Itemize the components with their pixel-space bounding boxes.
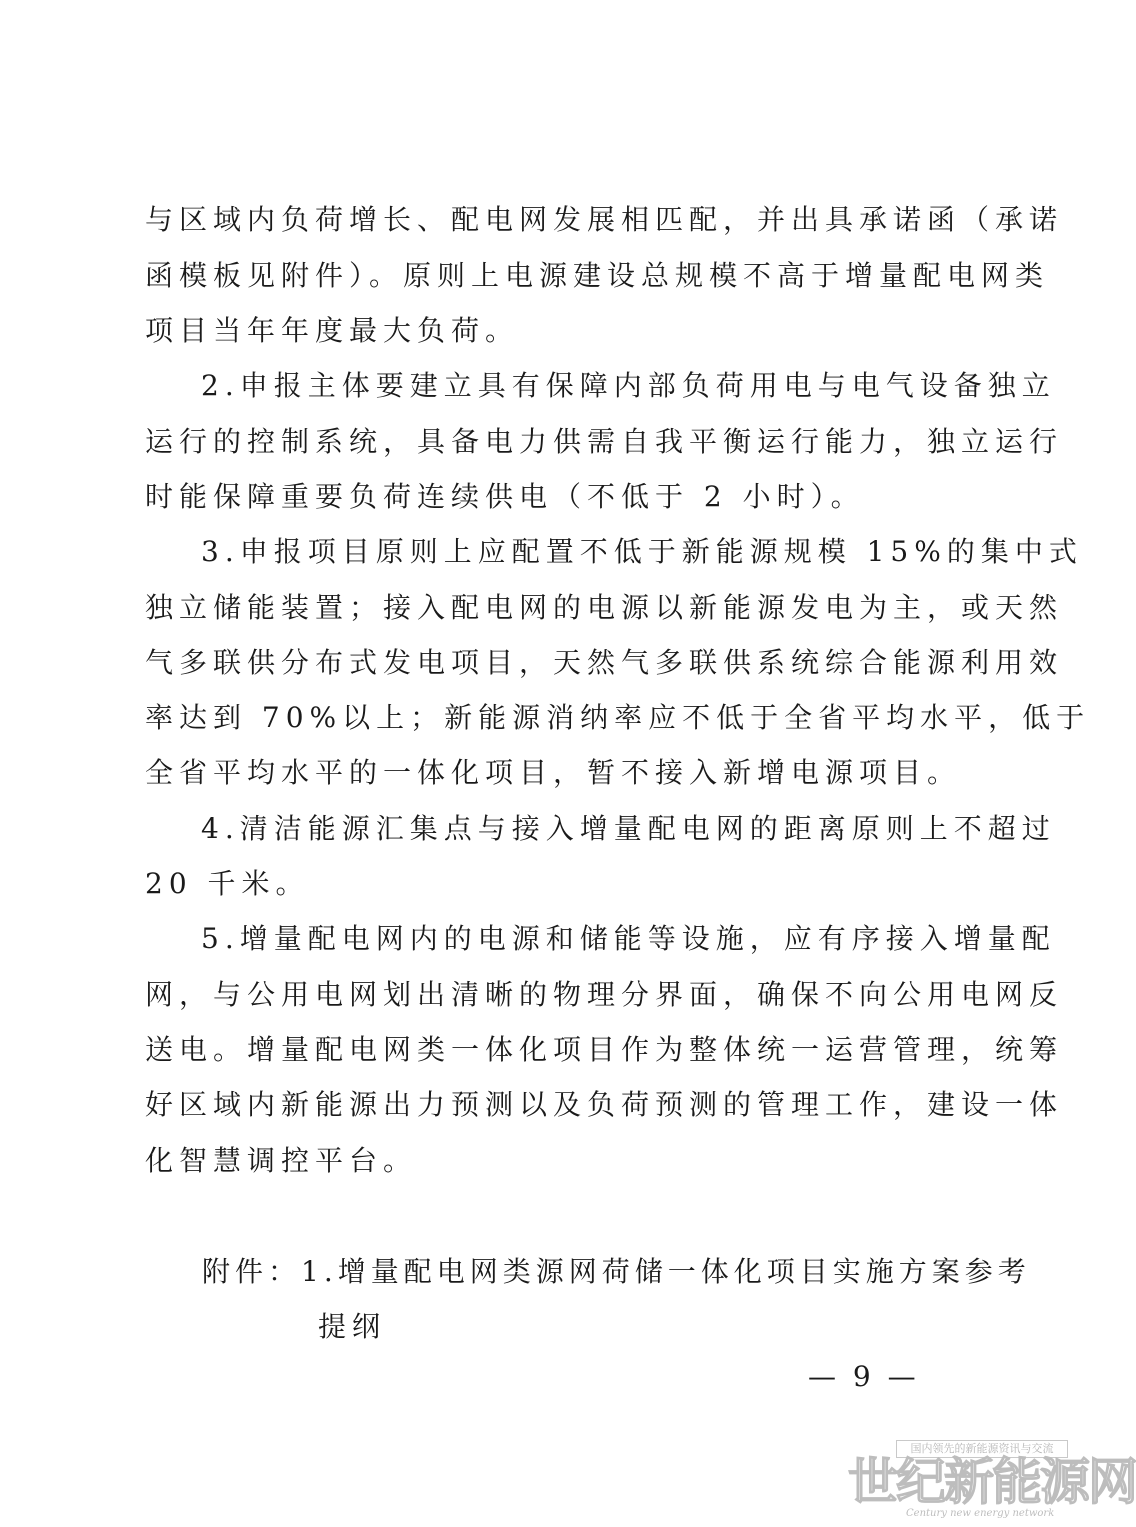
watermark-brand: 世纪新能源网 [848,1453,1136,1511]
attachment-continuation: 提纲 [318,1310,387,1343]
item-3-line: 气多联供分布式发电项目，天然气多联供系统综合能源利用效 [145,646,1064,679]
watermark-logo [848,1440,1136,1522]
item-3-line: 率达到 70%以上；新能源消纳率应不低于全省平均水平，低于 [145,701,1091,734]
watermark-tagline: 国内领先的新能源资讯与交流 [896,1440,1068,1458]
page-number: — 9 — [808,1360,920,1393]
item-4-line: 20 千米。 [145,867,310,900]
body-text-line: 与区域内负荷增长、配电网发展相匹配，并出具承诺函（承诺 [145,203,1064,236]
item-3-line: 全省平均水平的一体化项目，暂不接入新增电源项目。 [145,756,962,789]
item-4-line: 4.清洁能源汇集点与接入增量配电网的距离原则上不超过 [201,812,1056,845]
body-text-line: 函模板见附件）。原则上电源建设总规模不高于增量配电网类 [145,259,1050,292]
item-5-line: 5.增量配电网内的电源和储能等设施，应有序接入增量配 [201,922,1056,955]
item-2-line: 2.申报主体要建立具有保障内部负荷用电与电气设备独立 [201,369,1056,402]
item-5-line: 化智慧调控平台。 [145,1144,418,1177]
item-3-line: 3.申报项目原则上应配置不低于新能源规模 15%的集中式 [201,535,1083,568]
item-5-line: 送电。增量配电网类一体化项目作为整体统一运营管理，统筹 [145,1033,1064,1066]
watermark-subtitle: Century new energy network [906,1508,1055,1519]
item-5-line: 网，与公用电网划出清晰的物理分界面，确保不向公用电网反 [145,978,1064,1011]
attachment-label: 附件：1.增量配电网类源网荷储一体化项目实施方案参考 [202,1255,1031,1288]
item-5-line: 好区域内新能源出力预测以及负荷预测的管理工作，建设一体 [145,1088,1064,1121]
item-2-line: 运行的控制系统，具备电力供需自我平衡运行能力，独立运行 [145,425,1064,458]
body-text-line: 项目当年年度最大负荷。 [145,314,520,347]
item-3-line: 独立储能装置；接入配电网的电源以新能源发电为主，或天然 [145,591,1064,624]
item-2-line: 时能保障重要负荷连续供电（不低于 2 小时）。 [145,480,865,513]
